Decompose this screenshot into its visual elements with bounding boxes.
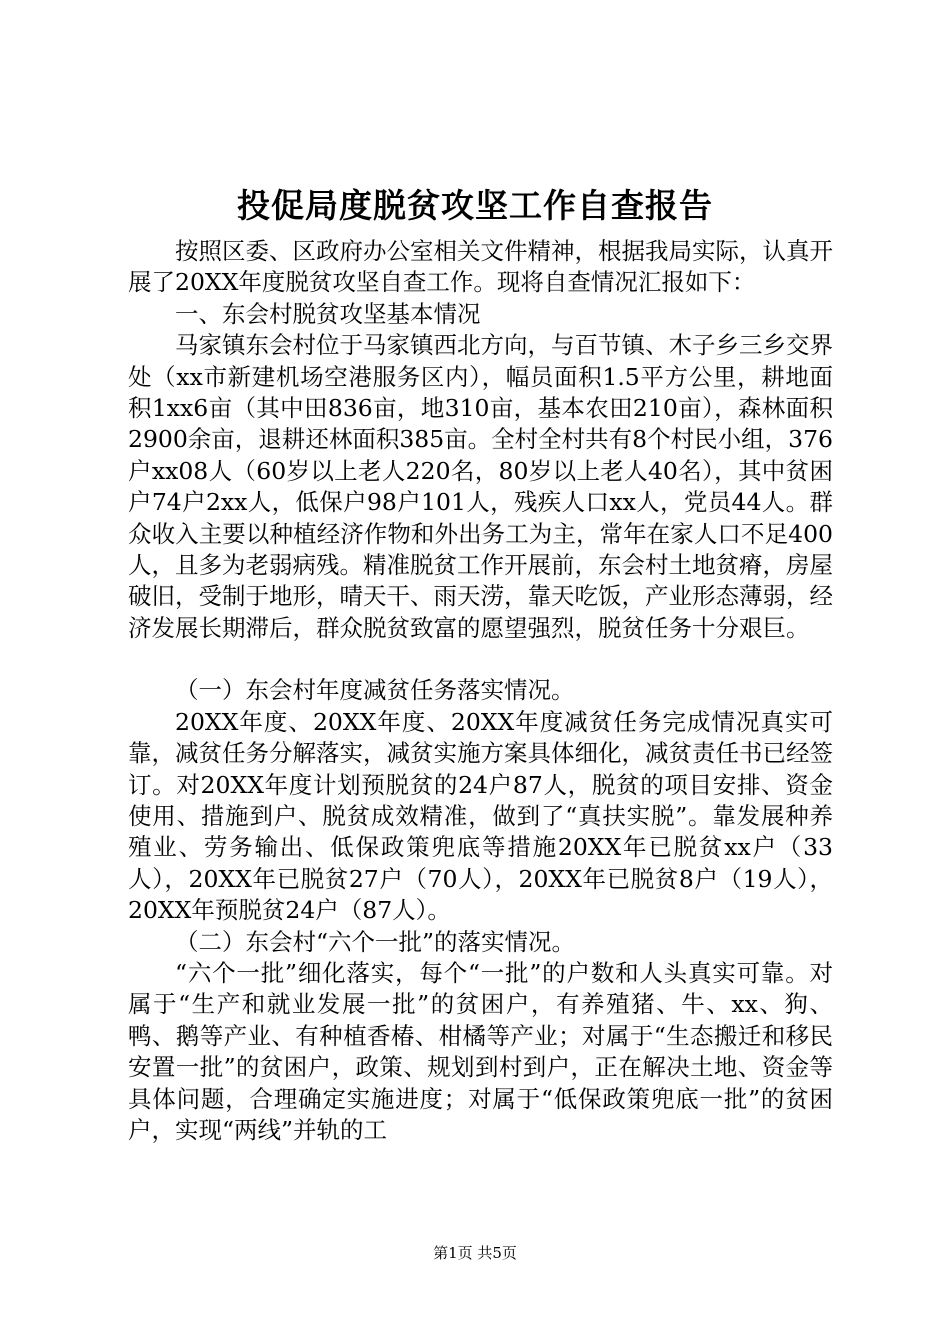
paragraph-intro: 按照区委、区政府办公室相关文件精神，根据我局实际，认真开展了20XX年度脱贫攻坚自查工作。现将自查情况汇报如下：: [128, 237, 833, 297]
paragraph-six-batches: “六个一批”细化落实，每个“一批”的户数和人头真实可靠。对属于“生产和就业发展一批”的贫困户，有养殖猪、牛、xx、狗、鸭、鹅等产业、有种植香椿、柑橘等产业；对属于“生态搬迁和移民安置一批”的贫困户，政策、规划到村到户，正在解决土地、资金等具体问题，合理确定实施进度；对属于“低保政策兜底一批”的贫困户，实现“两线”并轨的工: [128, 958, 833, 1144]
section-heading-1: 一、东会村脱贫攻坚基本情况: [175, 299, 481, 328]
subsection-heading-1: （一）东会村年度减贫任务落实情况。: [175, 676, 575, 705]
document-title: 投促局度脱贫攻坚工作自查报告: [237, 186, 713, 225]
paragraph-poverty-tasks: 20XX年度、20XX年度、20XX年度减贫任务完成情况真实可靠，减贫任务分解落实，减贫实施方案具体细化，减贫责任书已经签订。对20XX年度计划预脱贫的24户87人，脱贫的项目安排、资金使用、措施到户、脱贫成效精准，做到了“真扶实脱”。靠发展种养殖业、劳务输出、低保政策兜底等措施20XX年已脱贫xx户（33人），20XX年已脱贫27户（70人），20XX年已脱贫8户（19人），20XX年预脱贫24户（87人）。: [128, 707, 833, 925]
page-footer: 第1页 共5页: [433, 1244, 517, 1262]
paragraph-basic-situation: 马家镇东会村位于马家镇西北方向，与百节镇、木子乡三乡交界处（xx市新建机场空港服务区内），幅员面积1.5平方公里，耕地面积1xx6亩（其中田836亩，地310亩，基本农田210亩），森林面积2900余亩，退耕还林面积385亩。全村全村共有8个村民小组，376户xx08人（60岁以上老人220名，80岁以上老人40名），其中贫困户74户2xx人，低保户98户101人，残疾人口xx人，党员44人。群众收入主要以种植经济作物和外出务工为主，常年在家人口不足400人，且多为老弱病残。精准脱贫工作开展前，东会村土地贫瘠，房屋破旧，受制于地形，晴天干、雨天涝，靠天吃饭，产业形态薄弱，经济发展长期滞后，群众脱贫致富的愿望强烈，脱贫任务十分艰巨。: [128, 331, 833, 642]
subsection-heading-2: （二）东会村“六个一批”的落实情况。: [175, 927, 576, 956]
document-body: [128, 236, 833, 1146]
